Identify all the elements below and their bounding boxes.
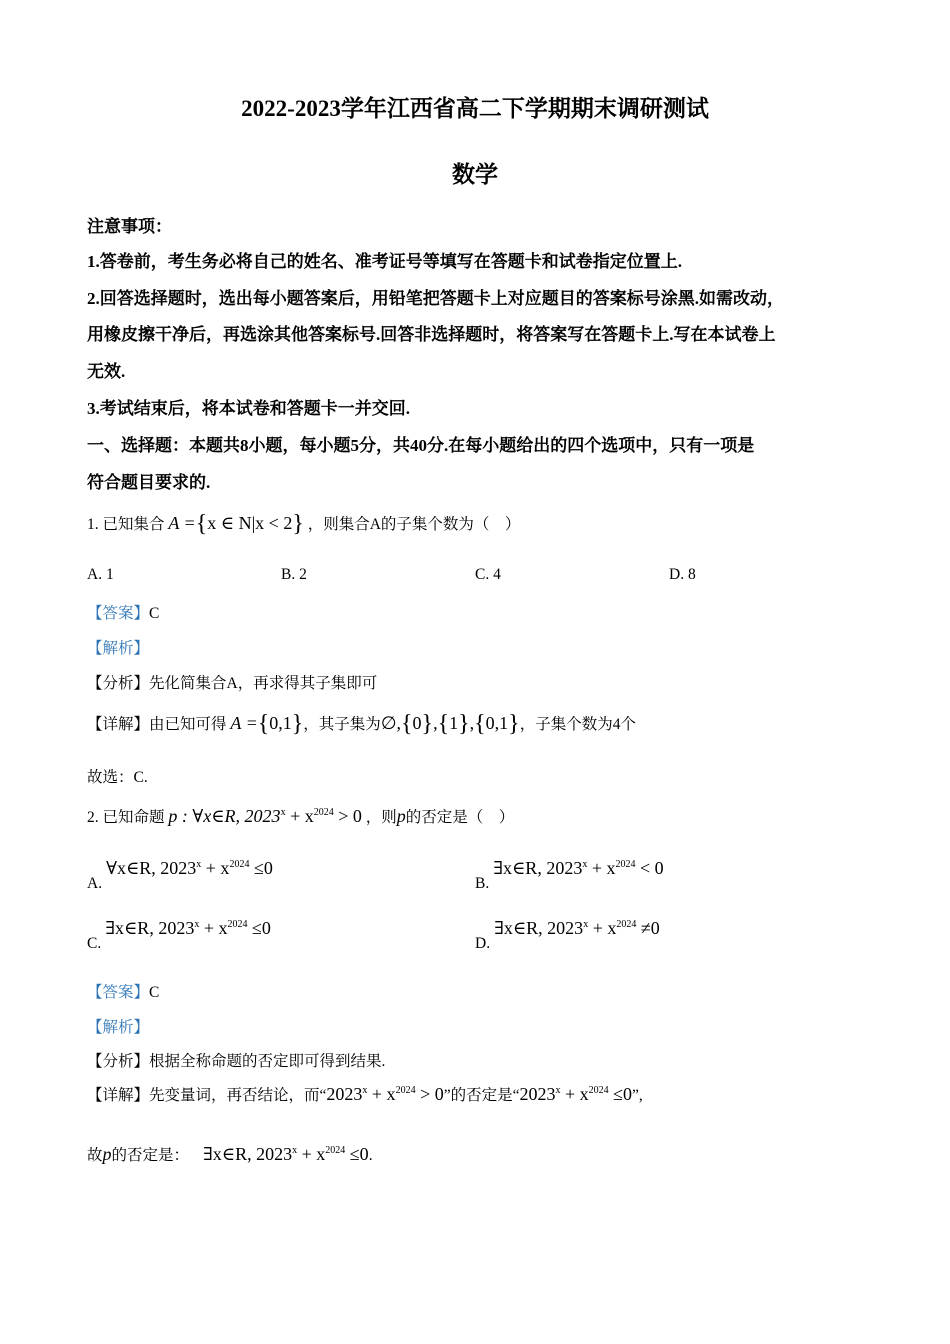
notice-line-1: 1.答卷前，考生务必将自己的姓名、准考证号等填写在答题卡和试卷指定位置上. — [87, 252, 682, 271]
q1-conclusion: 故选：C. — [87, 769, 148, 786]
q2-answer: 【答案】C — [87, 984, 160, 1001]
page-title: 2022-2023学年江西省高二下学期期末调研测试 — [241, 96, 709, 121]
q2-proposition: p : ∀x∈R, $2023^x + x^{2024} > 0$ — [168, 806, 362, 826]
q1-fenxi: 【分析】先化简集合A，再求得其子集即可 — [87, 675, 378, 692]
notice-line-2b: 用橡皮擦干净后，再选涂其他答案标号.回答非选择题时，将答案写在答题卡上.写在本试卷上 — [87, 325, 776, 344]
q2-option-c: C. ∃x∈R, $2023^x + x^{2024} \le 0$ — [87, 918, 271, 952]
section-header-line-1: 一、选择题：本题共8小题，每小题5分，共40分.在每小题给出的四个选项中，只有一项是 — [87, 436, 755, 455]
answer-tag: 【答案】 — [87, 605, 150, 622]
q1-set-formula: A ={x ∈ N|x < 2} — [168, 511, 304, 537]
subject-title: 数学 — [452, 162, 498, 187]
q1-option-a: A. 1 — [87, 566, 114, 583]
q1-suffix: ，则集合A的子集个数为（ ） — [307, 516, 521, 533]
q1-analysis-tag: 【解析】 — [87, 640, 150, 657]
q1-option-c: C. 4 — [475, 566, 501, 583]
notice-line-2a: 2.回答选择题时，选出每小题答案后，用铅笔把答题卡上对应题目的答案标号涂黑.如需改动， — [87, 289, 784, 308]
q1-detail: 【详解】由已知可得 A ={0,1}，其子集为∅,{0},{1},{0,1}，子集个数为4个 — [87, 711, 636, 737]
q1-detail-set: A ={0,1} — [230, 711, 304, 737]
q1-subsets: ∅,{0},{1},{0,1} — [380, 711, 520, 737]
q1-option-d: D. 8 — [669, 566, 696, 583]
q2-detail: 【详解】先变量词，再否结论，而“$2023^x + x^{2024} > 0$”的否定是“$2023^x + x^{2024} \le 0$”, — [87, 1084, 643, 1104]
q2-option-a: A. ∀x∈R, $2023^x + x^{2024} \le 0$ — [87, 858, 273, 892]
q2-analysis-tag: 【解析】 — [87, 1019, 150, 1036]
q2-fenxi: 【分析】根据全称命题的否定即可得到结果. — [87, 1053, 386, 1070]
q1-option-b: B. 2 — [281, 566, 307, 583]
notice-line-2c: 无效. — [87, 362, 126, 381]
q2-option-b: B. ∃x∈R, $2023^x + x^{2024} < 0$ — [475, 858, 664, 892]
notice-heading: 注意事项： — [87, 217, 172, 236]
q2-final: 故p的否定是： ∃x∈R, $2023^x + x^{2024} \le 0$. — [87, 1144, 373, 1164]
q1-prefix: 1. 已知集合 — [87, 516, 165, 533]
question-2: 2. 已知命题 p : ∀x∈R, $2023^x + x^{2024} > 0$ ，则p的否定是（ ） — [87, 806, 515, 826]
question-1 — [87, 512, 520, 536]
q1-answer: 【答案】C — [87, 605, 160, 622]
section-header-line-2: 符合题目要求的. — [87, 473, 211, 492]
answer-tag: 【答案】 — [87, 984, 150, 1001]
notice-line-3: 3.考试结束后，将本试卷和答题卡一并交回. — [87, 399, 410, 418]
q2-option-d: D. ∃x∈R, $2023^x + x^{2024} \ne 0$ — [475, 918, 660, 952]
